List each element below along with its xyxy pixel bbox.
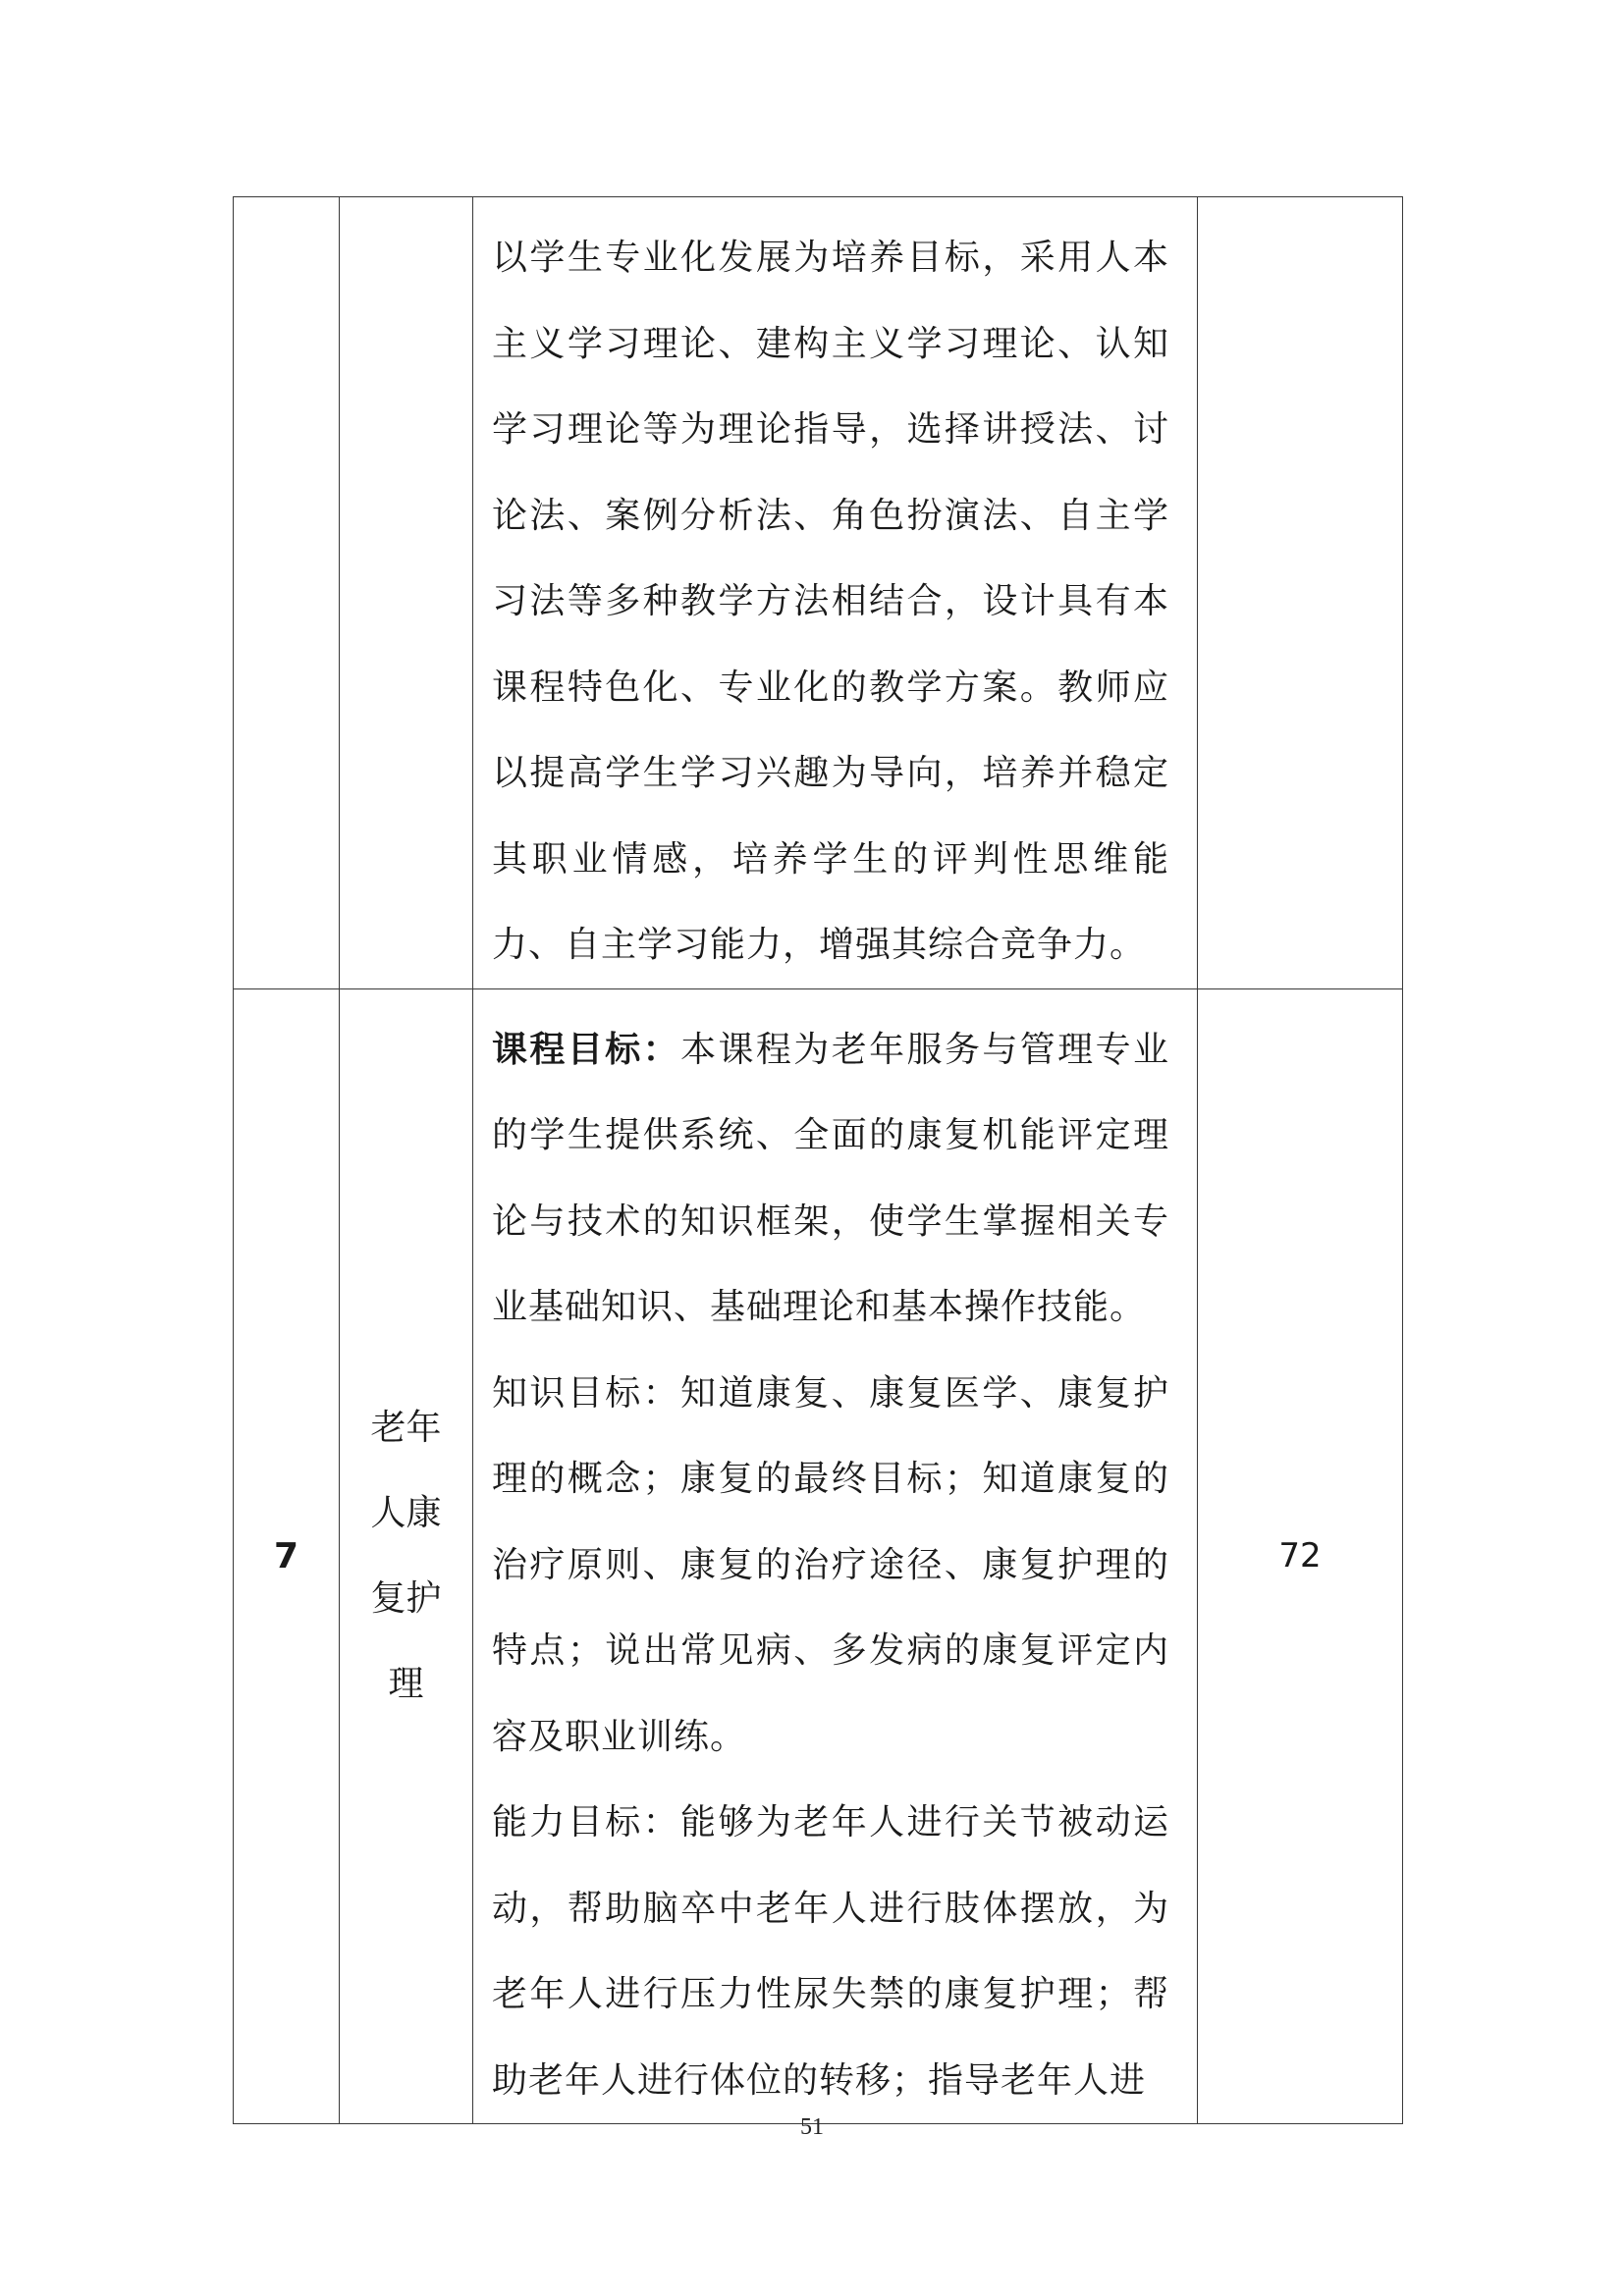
paragraph-text: 以学生专业化发展为培养目标，采用人本主义学习理论、建构主义学习理论、认知学习理论等为理论指导，选择讲授法、讨论法、案例分析法、角色扮演法、自主学习法等多种教学方法相结合，设计具有本课程特色化、专业化的教学方案。教师应以提高学生学习兴趣为导向，培养并稳定其职业情感，培养学生的评判性思维能力、自主学习能力，增强其综合竞争力。: [492, 238, 1169, 965]
course-number-cell: [234, 197, 340, 989]
course-number-cell: [234, 988, 340, 2124]
course-hours-cell: [1198, 988, 1403, 2124]
course-name-cell: [340, 197, 473, 989]
paragraph-text: 知识目标：知道康复、康复医学、康复护理的概念；康复的最终目标；知道康复的治疗原则、康复的治疗途径、康复护理的特点；说出常见病、多发病的康复评定内容及职业训练。: [492, 1372, 1169, 1757]
content-paragraph: [492, 1780, 1169, 2123]
content-paragraph: [492, 1007, 1169, 1351]
course-hours-cell: [1198, 197, 1403, 989]
paragraph-text: 能力目标：能够为老年人进行关节被动运动，帮助脑卒中老年人进行肢体摆放，为老年人进行压力性尿失禁的康复护理；帮助老年人进行体位的转移；指导老年人进: [492, 1802, 1169, 2101]
content-paragraph: [492, 215, 1169, 988]
course-content-cell: [473, 197, 1198, 989]
course-name-cell: [340, 988, 473, 2124]
course-hours: 72: [1278, 1536, 1322, 1576]
table-row: [234, 988, 1403, 2124]
page-number: 51: [800, 2114, 824, 2140]
content-paragraph: [492, 1351, 1169, 1781]
paragraph-text: 本课程为老年服务与管理专业的学生提供系统、全面的康复机能评定理论与技术的知识框架，使学生掌握相关专业基础知识、基础理论和基本操作技能。: [492, 1029, 1169, 1327]
paragraph-label: 课程目标：: [492, 1029, 681, 1070]
course-table: [233, 196, 1403, 2124]
course-name: 老年人康复护理: [370, 1408, 442, 1705]
course-number: 7: [273, 1535, 299, 1576]
course-content-cell: [473, 988, 1198, 2124]
table-row: [234, 197, 1403, 989]
